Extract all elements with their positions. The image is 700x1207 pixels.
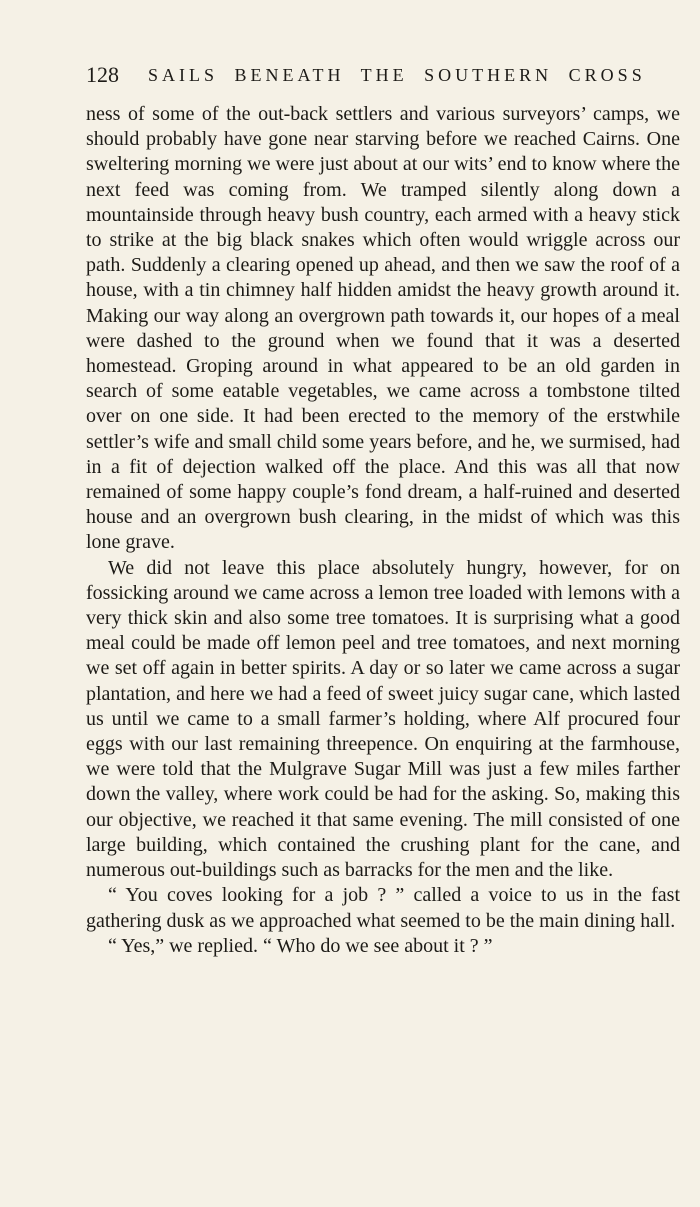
book-title: SAILS BENEATH THE SOUTHERN CROSS bbox=[148, 65, 646, 85]
paragraph: ness of some of the out-back settlers and various surveyors’ camps, we should probably have gone near starving before we reached Cairns. One sweltering morning we were just about at our wits’ end to know where the next feed was coming from. We tramped silently along down a mountainside through heavy bush country, each armed with a heavy stick to strike at the big black snakes which often would wriggle across our path. Suddenly a clearing opened up ahead, and then we saw the roof of a house, with a tin chimney half hidden amidst the heavy growth around it. Making our way along an overgrown path towards it, our hopes of a meal were dashed to the ground when we found that it was a deserted homestead. Groping around in what appeared to be an old garden in search of some eatable vegetables, we came across a tombstone tilted over on one side. It had been erected to the memory of the erstwhile settler’s wife and small child some years before, and he, we surmised, had in a fit of dejection walked off the place. And this was all that now remained of some happy couple’s fond dream, a half-ruined and deserted house and an overgrown bush clearing, in the midst of which was this lone grave. bbox=[86, 103, 680, 554]
paragraph: We did not leave this place absolutely hungry, however, for on fossicking around we came across a lemon tree loaded with lemons with a very thick skin and also some tree tomatoes. It is surprising what a good meal could be made off lemon peel and tree tomatoes, and next morning we set off again in better spirits. A day or so later we came across a sugar plantation, and here we had a feed of sweet juicy sugar cane, which lasted us until we came to a small farmer’s holding, where Alf procured four eggs with our last remaining threepence. On enquiring at the farmhouse, we were told that the Mulgrave Sugar Mill was just a few miles farther down the valley, where work could be had for the asking. So, making this our objective, we reached it that same evening. The mill consisted of one large building, which contained the crushing plant for the cane, and numerous out-buildings such as barracks for the men and the like. bbox=[86, 556, 680, 882]
running-head bbox=[86, 60, 660, 90]
dialogue-paragraph: “ Yes,” we replied. “ Who do we see about it ? ” bbox=[108, 934, 493, 957]
body-text bbox=[86, 102, 680, 959]
page-number: 128 bbox=[86, 62, 119, 87]
dialogue-paragraph: “ You coves looking for a job ? ” called a voice to us in the fast gathering dusk as we approached what seemed to be the main dining hall. bbox=[86, 884, 680, 932]
